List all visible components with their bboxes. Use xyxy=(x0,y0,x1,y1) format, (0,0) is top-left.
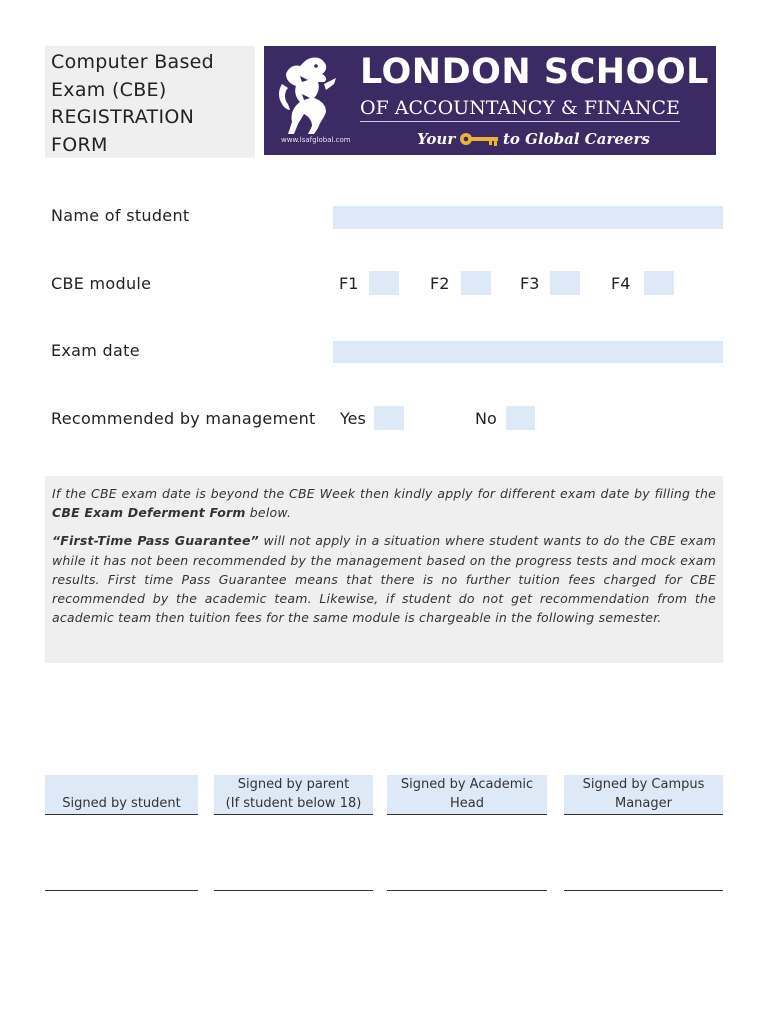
module-f3-checkbox[interactable] xyxy=(550,271,580,295)
deferment-note-end: below. xyxy=(245,505,292,521)
signature-header-parent xyxy=(214,775,373,815)
module-f2-label: F2 xyxy=(430,274,450,293)
exam-date-label: Exam date xyxy=(51,341,140,360)
recommended-label: Recommended by management xyxy=(51,409,316,428)
signature-header-line: Signed by student xyxy=(62,796,181,811)
signature-header-line: Signed by parent xyxy=(237,777,350,792)
tagline-part2: to Global Careers xyxy=(503,130,650,148)
notes-box xyxy=(45,476,723,663)
guarantee-note-text: will not apply in a situation where student wants to do the CBE exam while it has not been recommended by the management based on the progress tests and mock exam results. First time Pass Guarantee means that there is no further tuition fees charged for CBE recommended by the academic team. Likewise, if student do not get recommendation from the academic team then tuition fees for the same module is chargeable in the following semester. xyxy=(52,533,716,626)
signature-header-line: Head xyxy=(450,796,484,811)
recommended-no-checkbox[interactable] xyxy=(506,406,535,430)
signature-header-line: Signed by Campus xyxy=(582,777,705,792)
signature-header-line: Manager xyxy=(615,796,672,811)
signature-header-student xyxy=(45,775,198,815)
signature-line-student[interactable] xyxy=(45,890,198,891)
tagline-part1: Your xyxy=(417,130,456,148)
website-url: www.lsafglobal.com xyxy=(281,136,351,144)
module-f4-label: F4 xyxy=(611,274,631,293)
student-name-input[interactable] xyxy=(333,206,723,229)
deferment-note xyxy=(52,484,716,522)
guarantee-note xyxy=(52,531,716,627)
form-title-line: Computer Based xyxy=(51,51,215,73)
cbe-module-label: CBE module xyxy=(51,274,152,293)
module-f1-label: F1 xyxy=(339,274,359,293)
module-f4-checkbox[interactable] xyxy=(644,271,674,295)
recommended-yes-checkbox[interactable] xyxy=(374,406,404,430)
signature-line-campus-manager[interactable] xyxy=(564,890,723,891)
module-f2-checkbox[interactable] xyxy=(461,271,491,295)
deferment-note-text: If the CBE exam date is beyond the CBE Week then kindly apply for different exam date by filling the xyxy=(52,486,716,501)
form-title-line: REGISTRATION xyxy=(51,106,195,128)
yes-label: Yes xyxy=(340,409,366,428)
form-title-line: Exam (CBE) xyxy=(51,78,167,101)
module-f3-label: F3 xyxy=(520,274,540,293)
lion-crest-icon xyxy=(274,54,340,136)
signature-header-academic-head xyxy=(387,775,547,815)
form-title-line: FORM xyxy=(51,133,108,156)
golden-key-icon xyxy=(458,131,500,147)
no-label: No xyxy=(475,409,497,428)
form-title xyxy=(45,46,255,158)
signature-header-line: (If student below 18) xyxy=(225,796,362,811)
guarantee-title: “First-Time Pass Guarantee” xyxy=(52,533,259,549)
school-logo-banner xyxy=(264,46,716,155)
school-name: LONDON SCHOOL xyxy=(360,52,709,92)
deferment-form-reference: CBE Exam Deferment Form xyxy=(52,505,246,521)
student-name-label: Name of student xyxy=(51,206,190,225)
module-f1-checkbox[interactable] xyxy=(369,271,399,295)
signature-line-academic-head[interactable] xyxy=(387,890,547,891)
school-subtitle: OF ACCOUNTANCY & FINANCE xyxy=(360,97,680,122)
exam-date-input[interactable] xyxy=(333,341,723,363)
signature-header-campus-manager xyxy=(564,775,723,815)
signature-header-line: Signed by Academic xyxy=(400,777,534,792)
signature-line-parent[interactable] xyxy=(214,890,373,891)
